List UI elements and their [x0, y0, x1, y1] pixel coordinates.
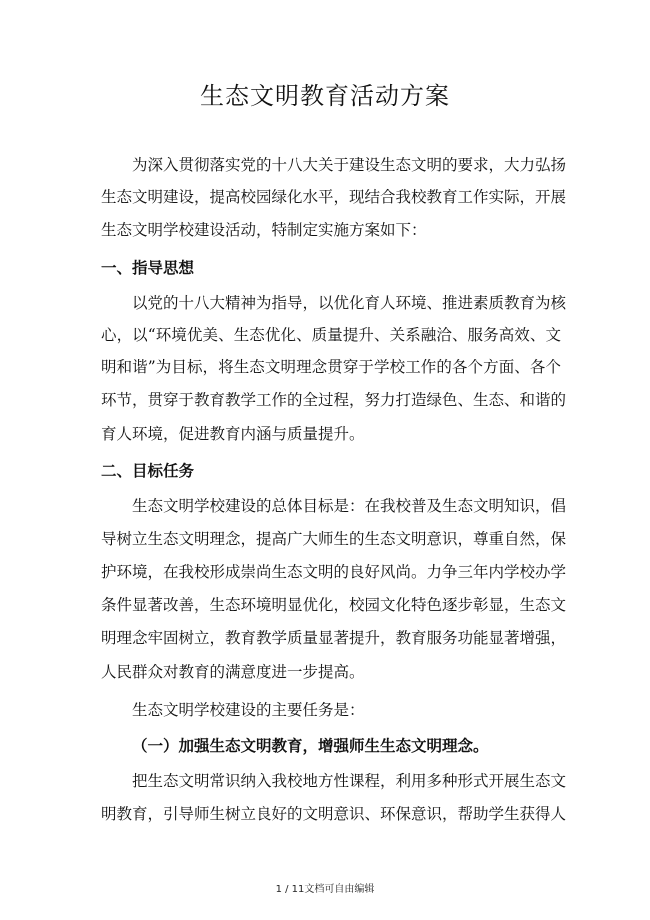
section-2-line-1: 生态文明学校建设的总体目标是：在我校普及生态文明知识，倡 [132, 497, 567, 515]
page-footer: 1 / 11文档可自由编辑 [275, 884, 375, 895]
document-title: 生态文明教育活动方案 [200, 82, 450, 110]
section-2-line-5: 明理念牢固树立，教育教学质量显著提升，教育服务功能显著增强， [101, 629, 567, 647]
section-1-line-2: 心，以“环境优美、生态优化、质量提升、关系融洽、服务高效、文 [101, 326, 561, 344]
tasks-intro: 生态文明学校建设的主要任务是： [132, 701, 365, 719]
subsection-1-line-1: 把生态文明常识纳入我校地方性课程，利用多种形式开展生态文 [132, 772, 567, 790]
subsection-1-line-2: 明教育，引导师生树立良好的文明意识、环保意识，帮助学生获得人 [101, 805, 567, 823]
subsection-1-heading: （一）加强生态文明教育，增强师生生态文明理念。 [132, 737, 489, 755]
intro-line-3: 生态文明学校建设活动，特制定实施方案如下： [101, 221, 427, 239]
intro-line-2: 生态文明建设，提高校园绿化水平，现结合我校教育工作实际，开展 [101, 188, 567, 206]
section-1-line-4: 环节，贯穿于教育教学工作的全过程，努力打造绿色、生态、和谐的 [101, 391, 567, 409]
section-1-line-5: 育人环境，促进教育内涵与质量提升。 [101, 425, 365, 443]
section-2-line-2: 导树立生态文明理念，提高广大师生的生态文明意识，尊重自然，保 [101, 530, 567, 548]
intro-line-1: 为深入贯彻落实党的十八大关于建设生态文明的要求，大力弘扬 [132, 156, 567, 174]
section-2-line-3: 护环境，在我校形成崇尚生态文明的良好风尚。力争三年内学校办学 [101, 563, 567, 581]
section-1-line-1: 以党的十八大精神为指导，以优化育人环境、推进素质教育为核 [132, 294, 567, 312]
section-2-heading: 二、目标任务 [101, 462, 195, 480]
section-2-line-4: 条件显著改善，生态环境明显优化，校园文化特色逐步彰显，生态文 [101, 596, 567, 614]
section-2-line-6: 人民群众对教育的满意度进一步提高。 [101, 663, 365, 681]
section-1-line-3: 明和谐”为目标，将生态文明理念贯穿于学校工作的各个方面、各个 [101, 358, 561, 376]
section-1-heading: 一、指导思想 [101, 259, 195, 277]
